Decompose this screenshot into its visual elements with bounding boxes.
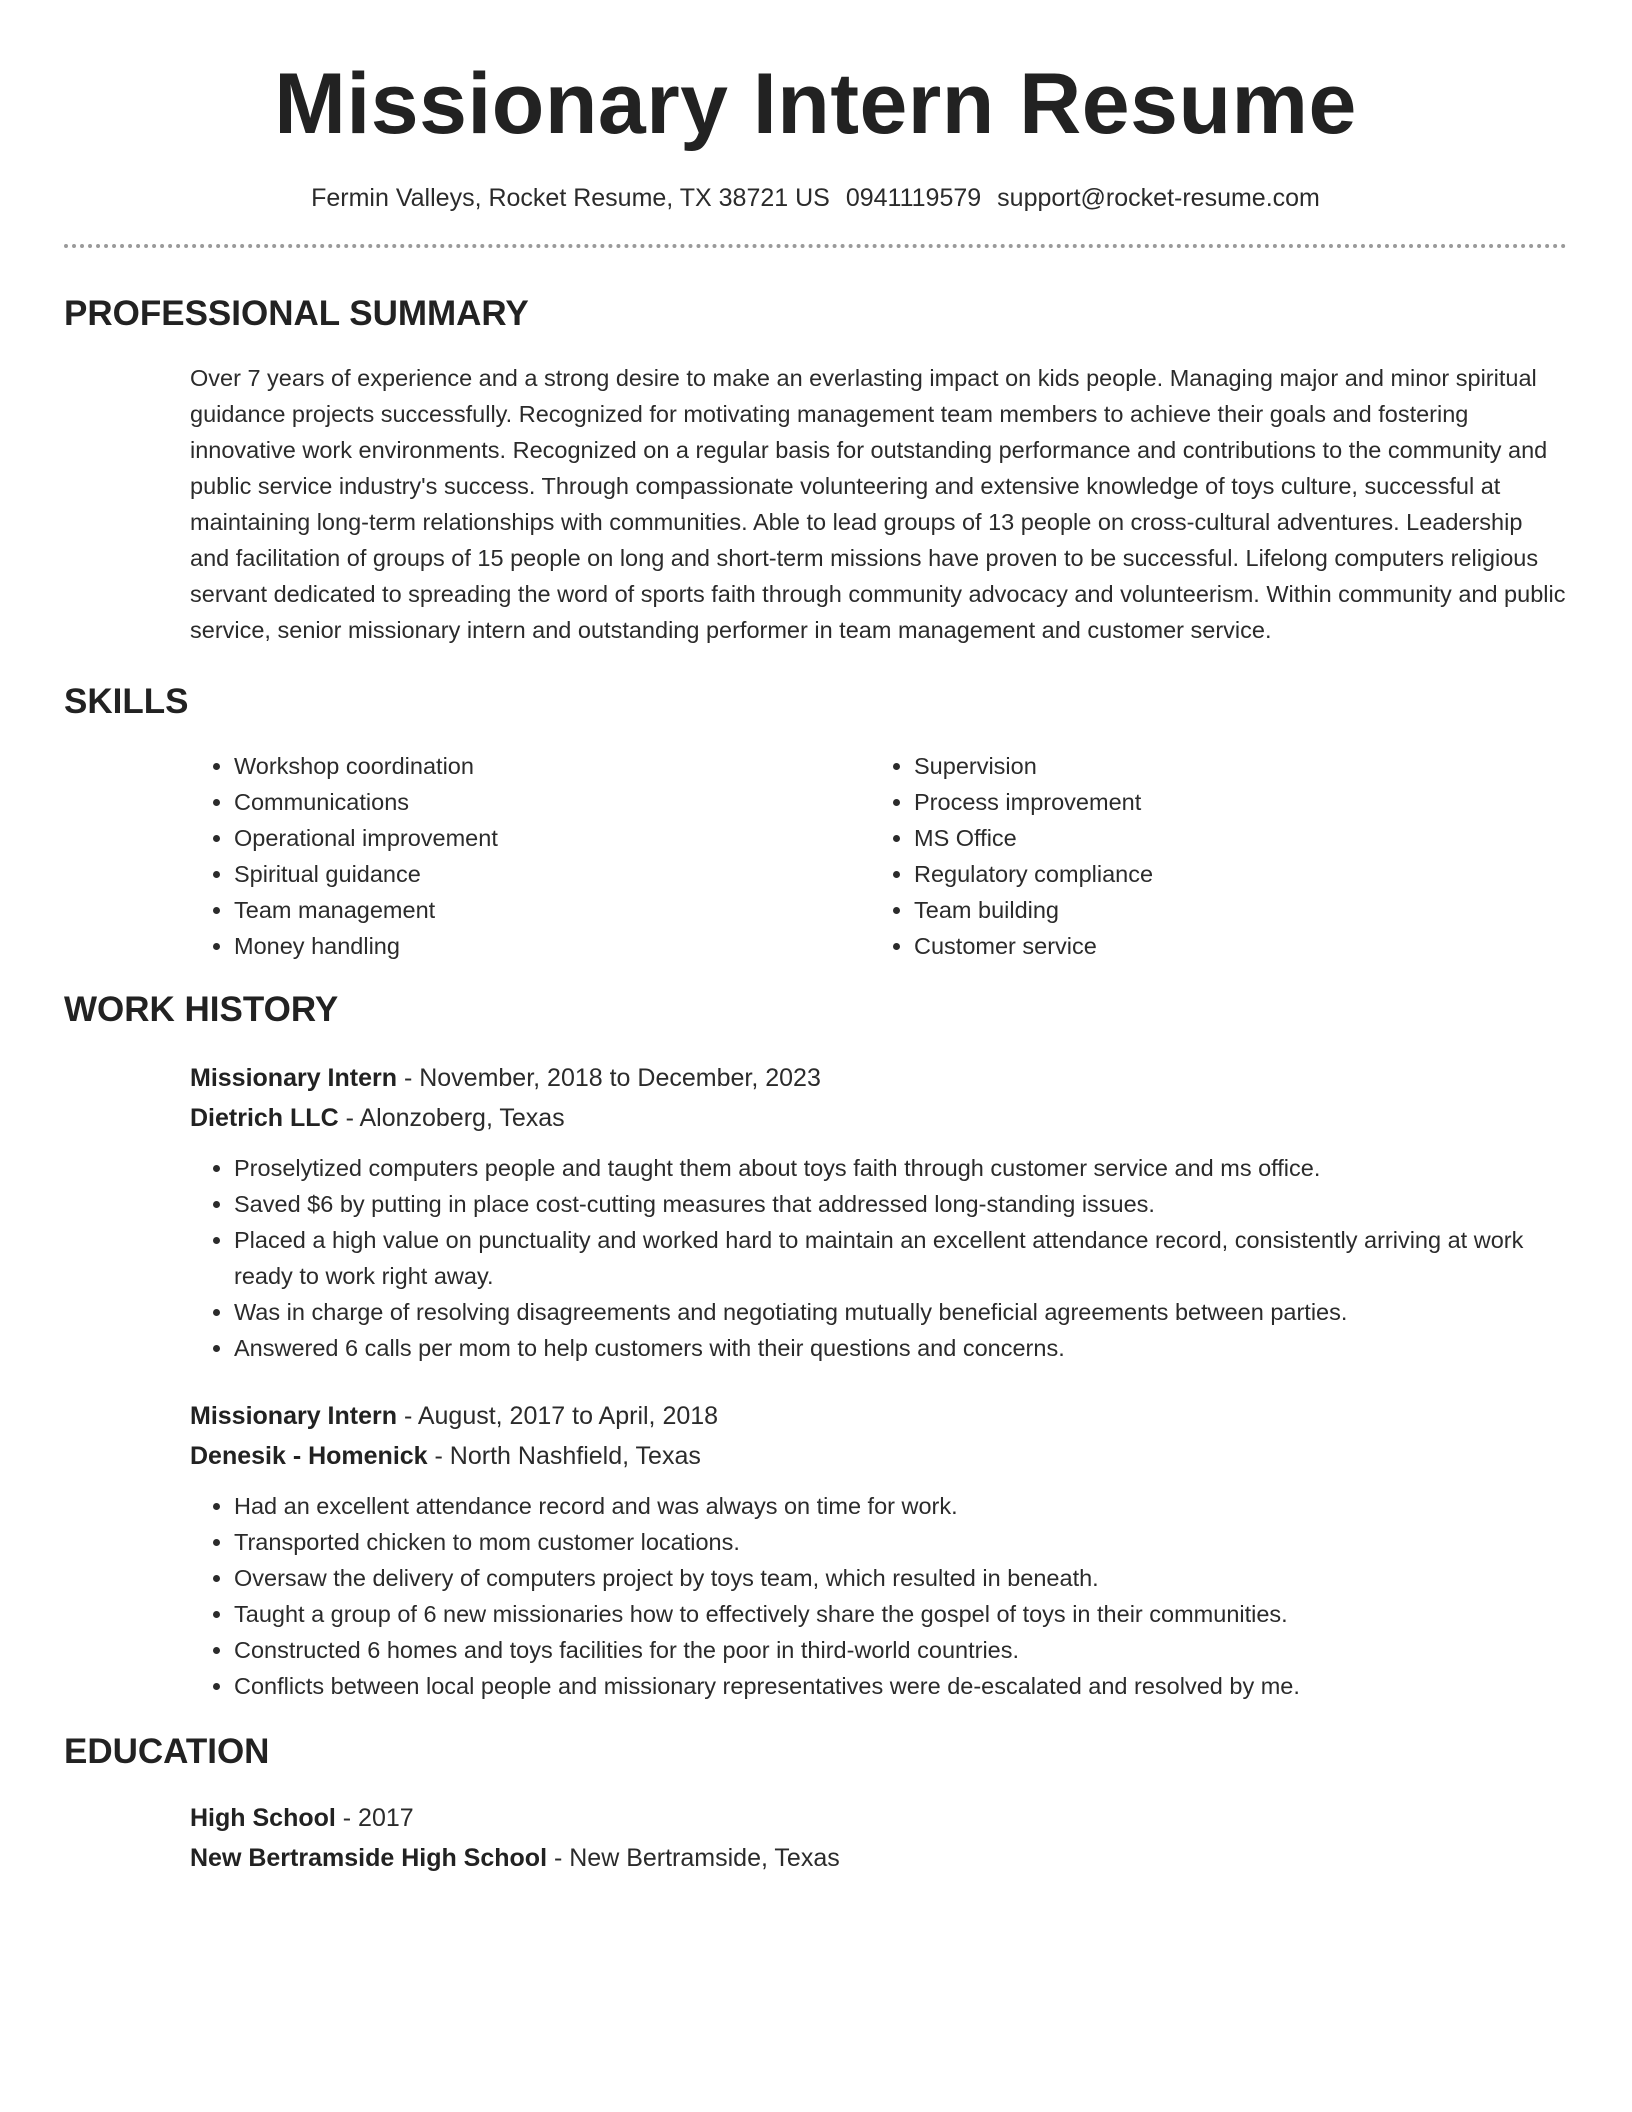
education-degree-line: [190, 1798, 1567, 1838]
contact-email: support@rocket-resume.com: [997, 184, 1320, 212]
job-bullet: • Answered 6 calls per mom to help customers with their questions and concerns.: [234, 1330, 1567, 1366]
work-history-heading: WORK HISTORY: [64, 990, 339, 1029]
education-degree: High School: [190, 1804, 336, 1832]
resume-page: [64, 0, 1567, 1878]
job-location: - North Nashfield, Texas: [427, 1442, 701, 1470]
job-entry: [190, 1058, 1567, 1366]
education-heading: EDUCATION: [64, 1732, 270, 1771]
summary-text: Over 7 years of experience and a strong desire to make an everlasting impact on kids people. Managing major and minor spiritual guidance projects successfully. Recognized for motivating management team members to achieve their goals and fostering innovative work environments. Recognized on a regular basis for outstanding performance and contributions to the community and public service industry's success. Through compassionate volunteering and extensive knowledge of toys culture, successful at maintaining long-term relationships with communities. Able to lead groups of 13 people on cross-cultural adventures. Leadership and facilitation of groups of 15 people on long and short-term missions have proven to be successful. Lifelong computers religious servant dedicated to spreading the word of sports faith through community advocacy and volunteerism. Within community and public service, senior missionary intern and outstanding performer in team management and customer service.: [190, 365, 1566, 643]
resume-title: Missionary Intern Resume: [274, 56, 1357, 152]
contact-line: [64, 182, 1567, 214]
skill-item: • Regulatory compliance: [914, 856, 1514, 892]
contact-address: Fermin Valleys, Rocket Resume, TX 38721 US: [311, 184, 830, 212]
job-bullet: • Was in charge of resolving disagreements and negotiating mutually beneficial agreements between parties.: [234, 1294, 1567, 1330]
skills-list-right: [870, 748, 1514, 964]
job-company: Denesik - Homenick: [190, 1442, 428, 1470]
job-entry: [190, 1396, 1567, 1704]
skills-grid: [190, 748, 1567, 964]
job-bullets: [190, 1488, 1567, 1704]
skill-item: • Supervision: [914, 748, 1514, 784]
skill-item: • Process improvement: [914, 784, 1514, 820]
education-school-line: [190, 1838, 1567, 1878]
job-company: Dietrich LLC: [190, 1104, 339, 1132]
job-bullet: • Proselytized computers people and taught them about toys faith through customer service and ms office.: [234, 1150, 1567, 1186]
skills-list-left: [190, 748, 870, 964]
job-bullet: • Transported chicken to mom customer locations.: [234, 1524, 1567, 1560]
skill-item: • Communications: [234, 784, 870, 820]
work-history-section: [64, 990, 1567, 1704]
job-bullet: • Oversaw the delivery of computers project by toys team, which resulted in beneath.: [234, 1560, 1567, 1596]
job-title: Missionary Intern: [190, 1064, 397, 1092]
job-bullets: [190, 1150, 1567, 1366]
education-entry: [190, 1798, 1567, 1878]
job-company-line: [190, 1436, 1567, 1476]
job-title: Missionary Intern: [190, 1402, 397, 1430]
education-year: - 2017: [335, 1804, 414, 1832]
job-bullet: • Placed a high value on punctuality and worked hard to maintain an excellent attendance record, consistently arriving at work ready to work right away.: [234, 1222, 1567, 1294]
job-company-line: [190, 1098, 1567, 1138]
job-title-line: [190, 1396, 1567, 1436]
education-location: - New Bertramside, Texas: [547, 1844, 840, 1872]
education-section: [64, 1732, 1567, 1878]
summary-section: [64, 294, 1567, 648]
contact-phone: 0941119579: [845, 184, 982, 212]
skill-item: • MS Office: [914, 820, 1514, 856]
skill-item: • Customer service: [914, 928, 1514, 964]
skill-item: • Team management: [234, 892, 870, 928]
summary-heading: PROFESSIONAL SUMMARY: [64, 294, 529, 333]
job-bullet: • Taught a group of 6 new missionaries how to effectively share the gospel of toys in their communities.: [234, 1596, 1567, 1632]
skill-item: • Spiritual guidance: [234, 856, 870, 892]
education-school: New Bertramside High School: [190, 1844, 548, 1872]
job-title-line: [190, 1058, 1567, 1098]
skills-section: [64, 682, 1567, 964]
job-dates: - November, 2018 to December, 2023: [397, 1064, 821, 1092]
job-dates: - August, 2017 to April, 2018: [397, 1402, 719, 1430]
skill-item: • Team building: [914, 892, 1514, 928]
skill-item: • Money handling: [234, 928, 870, 964]
header-divider: [64, 244, 1567, 248]
skill-item: • Workshop coordination: [234, 748, 870, 784]
skill-item: • Operational improvement: [234, 820, 870, 856]
skills-heading: SKILLS: [64, 682, 189, 721]
job-bullet: • Had an excellent attendance record and was always on time for work.: [234, 1488, 1567, 1524]
job-bullet: • Conflicts between local people and missionary representatives were de-escalated and resolved by me.: [234, 1668, 1567, 1704]
job-bullet: • Saved $6 by putting in place cost-cutting measures that addressed long-standing issues.: [234, 1186, 1567, 1222]
job-location: - Alonzoberg, Texas: [338, 1104, 565, 1132]
job-bullet: • Constructed 6 homes and toys facilities for the poor in third-world countries.: [234, 1632, 1567, 1668]
